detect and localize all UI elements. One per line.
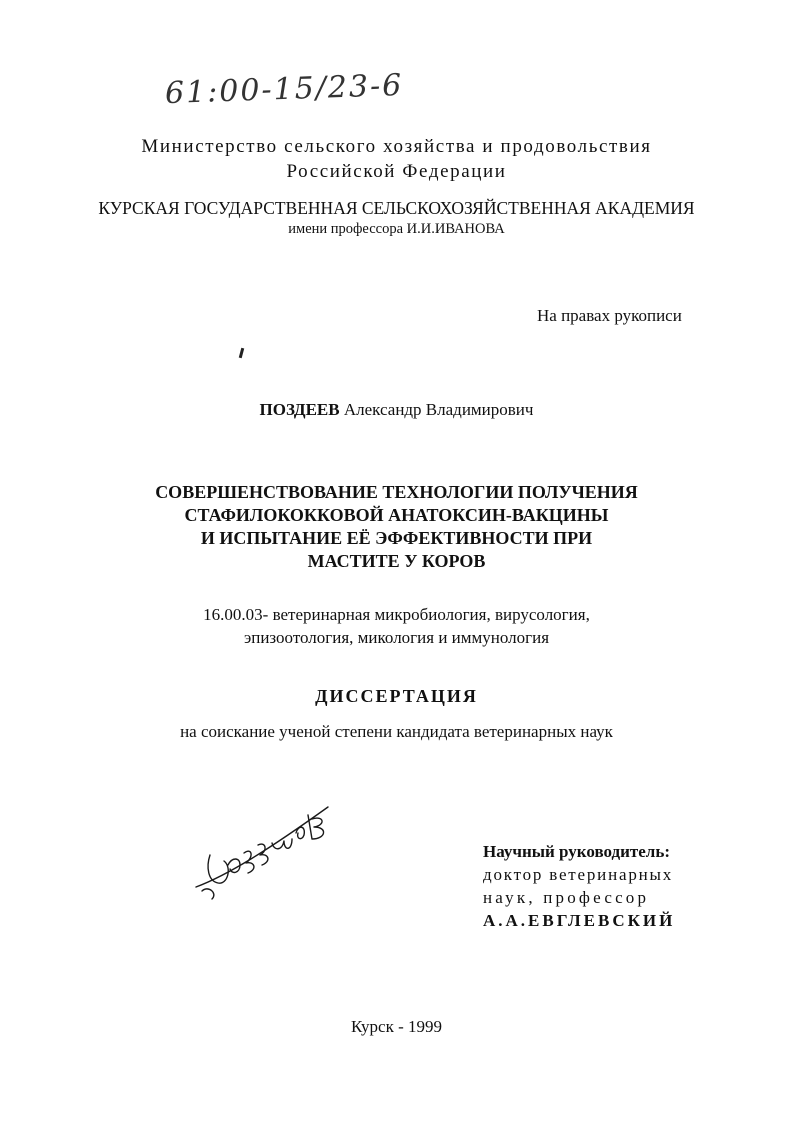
handwritten-catalog-code: 61:00-15/23-6 — [164, 67, 404, 112]
degree-statement: на соискание ученой степени кандидата ветеринарных наук — [180, 722, 613, 741]
supervisor-name: А.А.ЕВГЛЕВСКИЙ — [483, 911, 676, 930]
supervisor-degree-line-2: наук, профессор — [483, 888, 650, 907]
academy-named-after: имени профессора И.И.ИВАНОВА — [288, 221, 505, 237]
title-line-2: СТАФИЛОКОККОВОЙ АНАТОКСИН-ВАКЦИНЫ — [184, 505, 609, 525]
ministry-header — [0, 134, 793, 184]
academy-header — [0, 198, 793, 240]
ministry-line-2: Российской Федерации — [286, 161, 507, 182]
title-line-4: МАСТИТЕ У КОРОВ — [307, 551, 486, 571]
document-type: ДИССЕРТАЦИЯ — [315, 686, 478, 706]
ministry-line-1: Министерство сельского хозяйства и продовольствия — [141, 136, 652, 157]
manuscript-rights: На правах рукописи — [537, 306, 682, 325]
author-surname: ПОЗДЕЕВ — [259, 400, 340, 419]
stray-ink-mark — [239, 348, 244, 358]
supervisor-block — [483, 840, 675, 932]
specialty-code — [0, 603, 793, 649]
dissertation-title — [0, 481, 793, 573]
author-given-names: Александр Владимирович — [343, 400, 534, 419]
academy-name: КУРСКАЯ ГОСУДАРСТВЕННАЯ СЕЛЬСКОХОЗЯЙСТВЕННАЯ АКАДЕМИЯ — [98, 198, 695, 218]
place-and-year: Курск - 1999 — [350, 1017, 443, 1036]
specialty-line-2: эпизоотология, микология и иммунология — [243, 628, 550, 647]
supervisor-label: Научный руководитель: — [483, 842, 670, 861]
title-line-1: СОВЕРШЕНСТВОВАНИЕ ТЕХНОЛОГИИ ПОЛУЧЕНИЯ — [155, 482, 638, 502]
author-signature — [188, 795, 338, 905]
title-line-3: И ИСПЫТАНИЕ ЕЁ ЭФФЕКТИВНОСТИ ПРИ — [200, 528, 593, 548]
specialty-line-1: 16.00.03- ветеринарная микробиология, вирусология, — [203, 605, 590, 624]
supervisor-degree-line-1: доктор ветеринарных — [483, 865, 674, 884]
author-name — [0, 400, 793, 420]
